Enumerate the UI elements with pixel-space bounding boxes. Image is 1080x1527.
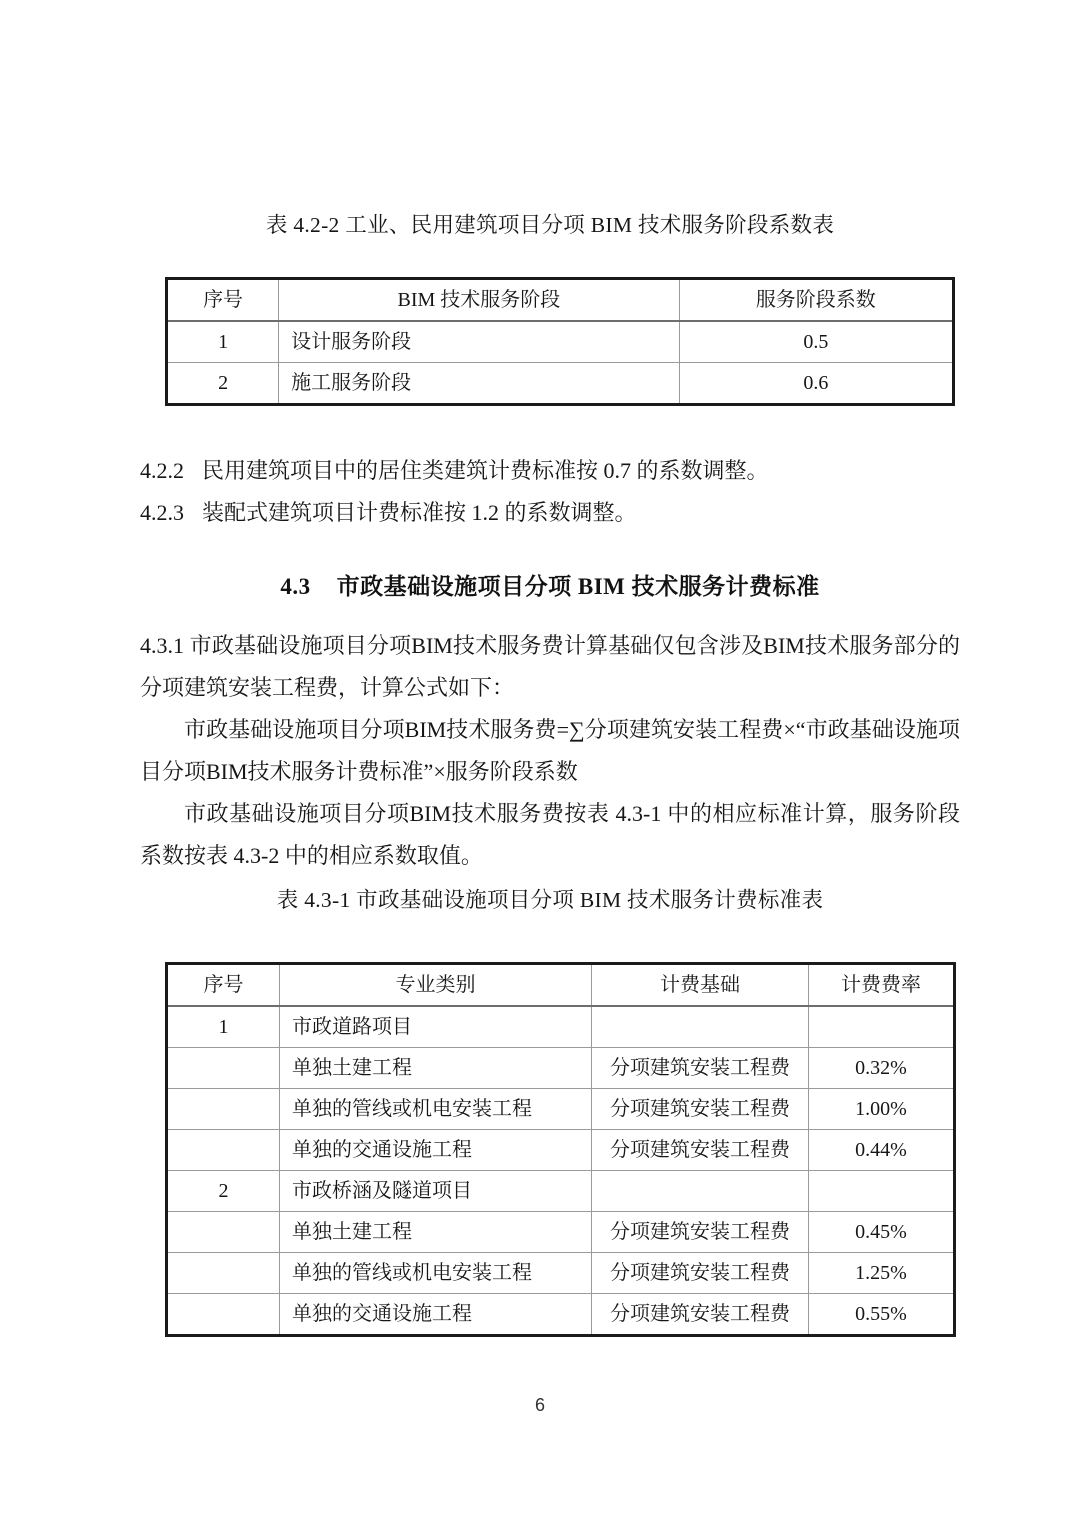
table-row bbox=[167, 1130, 955, 1171]
page-number: 6 bbox=[534, 1395, 545, 1415]
cell-rate: 0.55% bbox=[809, 1294, 955, 1336]
cell-base: 分项建筑安装工程费 bbox=[592, 1253, 809, 1294]
cell-no bbox=[167, 1130, 280, 1171]
cell-stage: 施工服务阶段 bbox=[279, 363, 680, 405]
cell-cat: 单独的管线或机电安装工程 bbox=[280, 1089, 592, 1130]
paragraph-text-4-2-2: 民用建筑项目中的居住类建筑计费标准按 0.7 的系数调整。 bbox=[202, 458, 769, 483]
table-4-2-2 bbox=[165, 277, 955, 406]
cell-coef: 0.5 bbox=[679, 321, 953, 363]
paragraph-number-4-2-3: 4.2.3 bbox=[140, 500, 184, 525]
cell-rate: 1.25% bbox=[809, 1253, 955, 1294]
paragraph-4-2-2 bbox=[140, 450, 960, 492]
section-heading-4-3 bbox=[140, 567, 960, 607]
cell-no: 1 bbox=[167, 1006, 280, 1048]
table-row bbox=[167, 1171, 955, 1212]
header-cell-rate: 计费费率 bbox=[809, 964, 955, 1007]
table-row bbox=[167, 321, 954, 363]
table-header-row bbox=[167, 279, 954, 322]
cell-cat: 单独的管线或机电安装工程 bbox=[280, 1253, 592, 1294]
table-row bbox=[167, 1253, 955, 1294]
cell-cat: 单独土建工程 bbox=[280, 1212, 592, 1253]
cell-no bbox=[167, 1212, 280, 1253]
paragraph-number-4-2-2: 4.2.2 bbox=[140, 458, 184, 483]
header-cell-no: 序号 bbox=[167, 964, 280, 1007]
header-cell-coef: 服务阶段系数 bbox=[679, 279, 953, 322]
table-4-3-1 bbox=[165, 962, 956, 1337]
header-cell-stage: BIM 技术服务阶段 bbox=[279, 279, 680, 322]
cell-stage: 设计服务阶段 bbox=[279, 321, 680, 363]
table-row bbox=[167, 1006, 955, 1048]
table-caption-4-2-2: 表 4.2-2 工业、民用建筑项目分项 BIM 技术服务阶段系数表 bbox=[265, 213, 835, 237]
cell-cat: 单独土建工程 bbox=[280, 1048, 592, 1089]
cell-no bbox=[167, 1253, 280, 1294]
cell-base: 分项建筑安装工程费 bbox=[592, 1294, 809, 1336]
table-row bbox=[167, 1089, 955, 1130]
cell-rate bbox=[809, 1006, 955, 1048]
paragraph-formula: 市政基础设施项目分项BIM技术服务费=∑分项建筑安装工程费×“市政基础设施项目分项BIM技术服务计费标准”×服务阶段系数 bbox=[140, 717, 960, 784]
cell-base: 分项建筑安装工程费 bbox=[592, 1212, 809, 1253]
table-row bbox=[167, 363, 954, 405]
table-row bbox=[167, 1212, 955, 1253]
header-cell-cat: 专业类别 bbox=[280, 964, 592, 1007]
cell-no: 1 bbox=[167, 321, 279, 363]
section-heading-number: 4.3 bbox=[280, 574, 311, 599]
header-cell-no: 序号 bbox=[167, 279, 279, 322]
cell-no bbox=[167, 1089, 280, 1130]
table-row bbox=[167, 1048, 955, 1089]
cell-base: 分项建筑安装工程费 bbox=[592, 1048, 809, 1089]
cell-base: 分项建筑安装工程费 bbox=[592, 1089, 809, 1130]
paragraph-4-3-1: 4.3.1 市政基础设施项目分项BIM技术服务费计算基础仅包含涉及BIM技术服务部分的分项建筑安装工程费，计算公式如下： bbox=[140, 633, 960, 700]
table-caption-4-3-1: 表 4.3-1 市政基础设施项目分项 BIM 技术服务计费标准表 bbox=[276, 888, 824, 912]
cell-no bbox=[167, 1294, 280, 1336]
cell-no bbox=[167, 1048, 280, 1089]
table-row bbox=[167, 1294, 955, 1336]
header-cell-base: 计费基础 bbox=[592, 964, 809, 1007]
cell-cat: 市政桥涵及隧道项目 bbox=[280, 1171, 592, 1212]
cell-base: 分项建筑安装工程费 bbox=[592, 1130, 809, 1171]
table-header-row bbox=[167, 964, 955, 1007]
cell-rate: 0.44% bbox=[809, 1130, 955, 1171]
paragraph-text-4-2-3: 装配式建筑项目计费标准按 1.2 的系数调整。 bbox=[202, 500, 637, 525]
cell-base bbox=[592, 1171, 809, 1212]
cell-no: 2 bbox=[167, 1171, 280, 1212]
cell-cat: 市政道路项目 bbox=[280, 1006, 592, 1048]
cell-rate: 0.32% bbox=[809, 1048, 955, 1089]
cell-rate: 0.45% bbox=[809, 1212, 955, 1253]
paragraph-4-2-3 bbox=[140, 492, 960, 534]
cell-rate bbox=[809, 1171, 955, 1212]
cell-rate: 1.00% bbox=[809, 1089, 955, 1130]
cell-cat: 单独的交通设施工程 bbox=[280, 1294, 592, 1336]
cell-no: 2 bbox=[167, 363, 279, 405]
cell-base bbox=[592, 1006, 809, 1048]
paragraph-table-reference: 市政基础设施项目分项BIM技术服务费按表 4.3-1 中的相应标准计算，服务阶段系数按表 4.3-2 中的相应系数取值。 bbox=[140, 801, 960, 868]
section-heading-title: 市政基础设施项目分项 BIM 技术服务计费标准 bbox=[336, 574, 820, 599]
cell-coef: 0.6 bbox=[679, 363, 953, 405]
cell-cat: 单独的交通设施工程 bbox=[280, 1130, 592, 1171]
